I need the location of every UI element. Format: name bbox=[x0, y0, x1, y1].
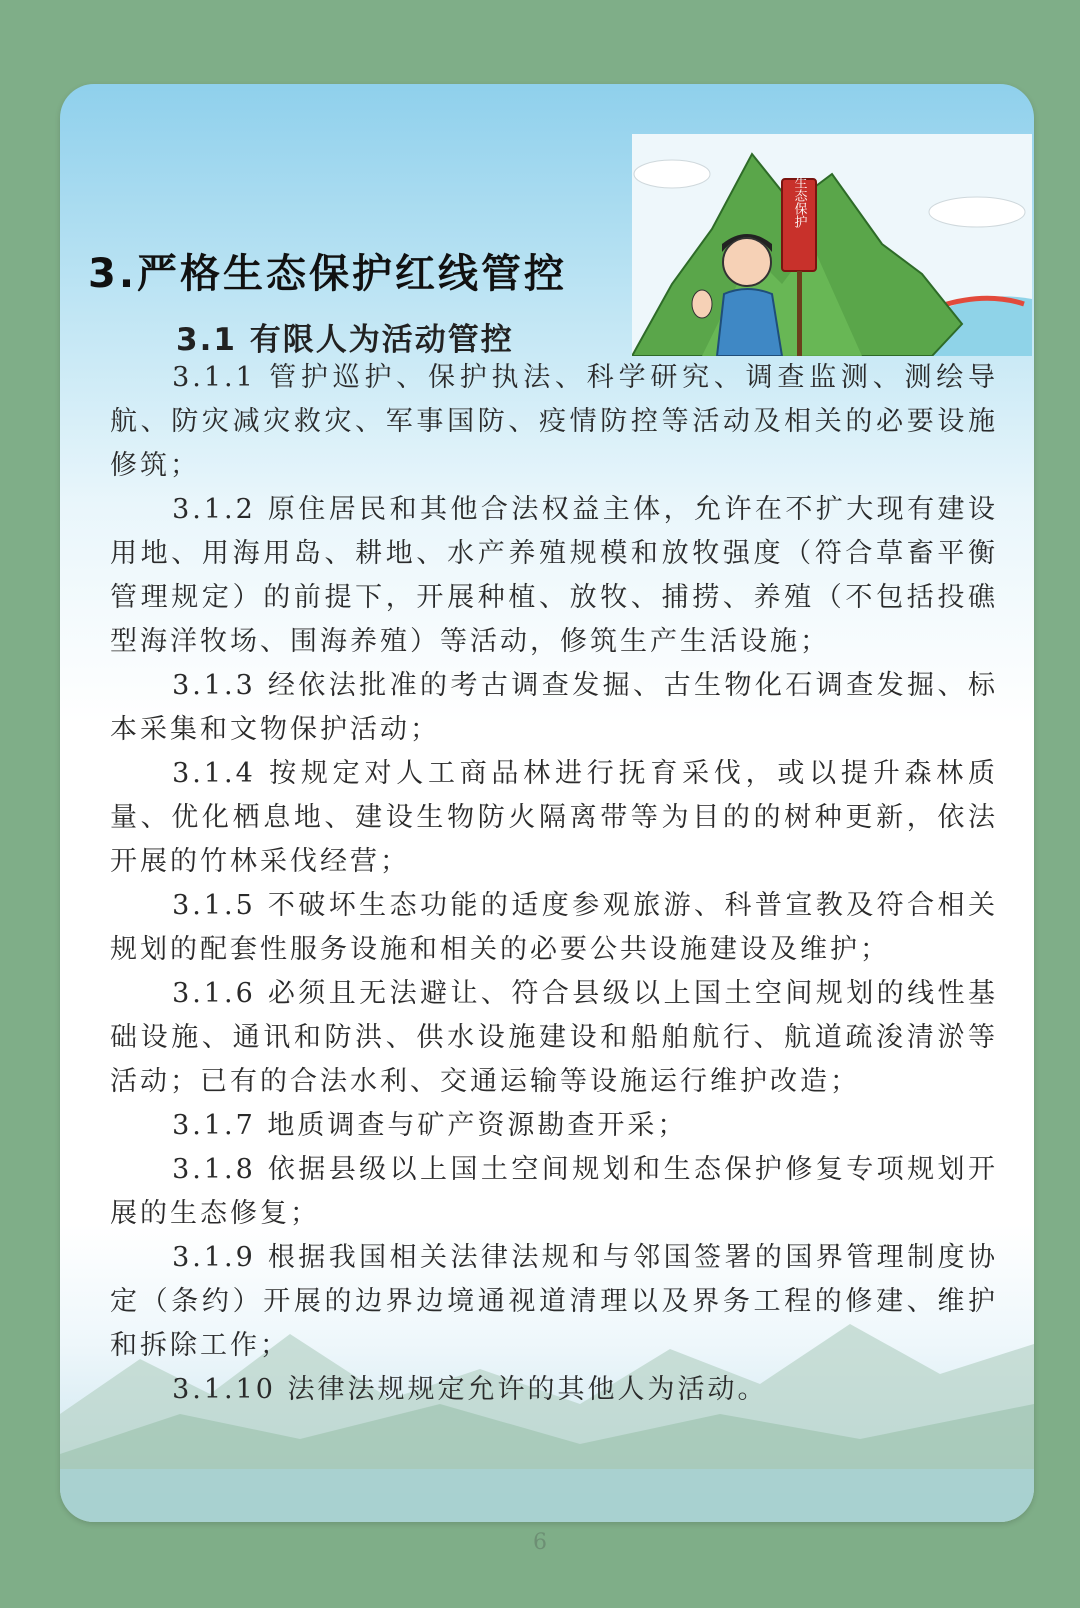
list-item: 3.1.9 根据我国相关法律法规和与邻国签署的国界管理制度协定（条约）开展的边界边境通视道清理以及界务工程的修建、维护和拆除工作； bbox=[110, 1242, 998, 1361]
list-item: 3.1.4 按规定对人工商品林进行抚育采伐，或以提升森林质量、优化栖息地、建设生物防火隔离带等为目的的树种更新，依法开展的竹林采伐经营； bbox=[110, 758, 998, 877]
list-item: 3.1.1 管护巡护、保护执法、科学研究、调查监测、测绘导航、防灾减灾救灾、军事国防、疫情防控等活动及相关的必要设施修筑； bbox=[110, 362, 998, 481]
list-item: 3.1.3 经依法批准的考古调查发掘、古生物化石调查发掘、标本采集和文物保护活动； bbox=[110, 670, 998, 745]
ecology-protection-illustration bbox=[632, 134, 1032, 356]
subsection-heading: 3.1 有限人为活动管控 bbox=[176, 322, 514, 358]
list-item: 3.1.7 地质调查与矿产资源勘查开采； bbox=[172, 1110, 688, 1141]
list-item: 3.1.8 依据县级以上国土空间规划和生态保护修复专项规划开展的生态修复； bbox=[110, 1154, 998, 1229]
list-item: 3.1.5 不破坏生态功能的适度参观旅游、科普宣教及符合相关规划的配套性服务设施和相关的必要公共设施建设及维护； bbox=[110, 890, 998, 965]
regulation-list bbox=[110, 356, 998, 1412]
list-item: 3.1.2 原住居民和其他合法权益主体，允许在不扩大现有建设用地、用海用岛、耕地、水产养殖规模和放牧强度（符合草畜平衡管理规定）的前提下，开展种植、放牧、捕捞、养殖（不包括投礁型海洋牧场、围海养殖）等活动，修筑生产生活设施； bbox=[110, 494, 998, 657]
sign-text: 生态保护 bbox=[791, 176, 807, 228]
content-card bbox=[60, 84, 1034, 1522]
list-item: 3.1.10 法律法规规定允许的其他人为活动。 bbox=[172, 1374, 768, 1405]
section-heading: 3.严格生态保护红线管控 bbox=[88, 251, 568, 297]
page-number: 6 bbox=[533, 1530, 547, 1555]
list-item: 3.1.6 必须且无法避让、符合县级以上国土空间规划的线性基础设施、通讯和防洪、供水设施建设和船舶航行、航道疏浚清淤等活动；已有的合法水利、交通运输等设施运行维护改造； bbox=[110, 978, 998, 1097]
